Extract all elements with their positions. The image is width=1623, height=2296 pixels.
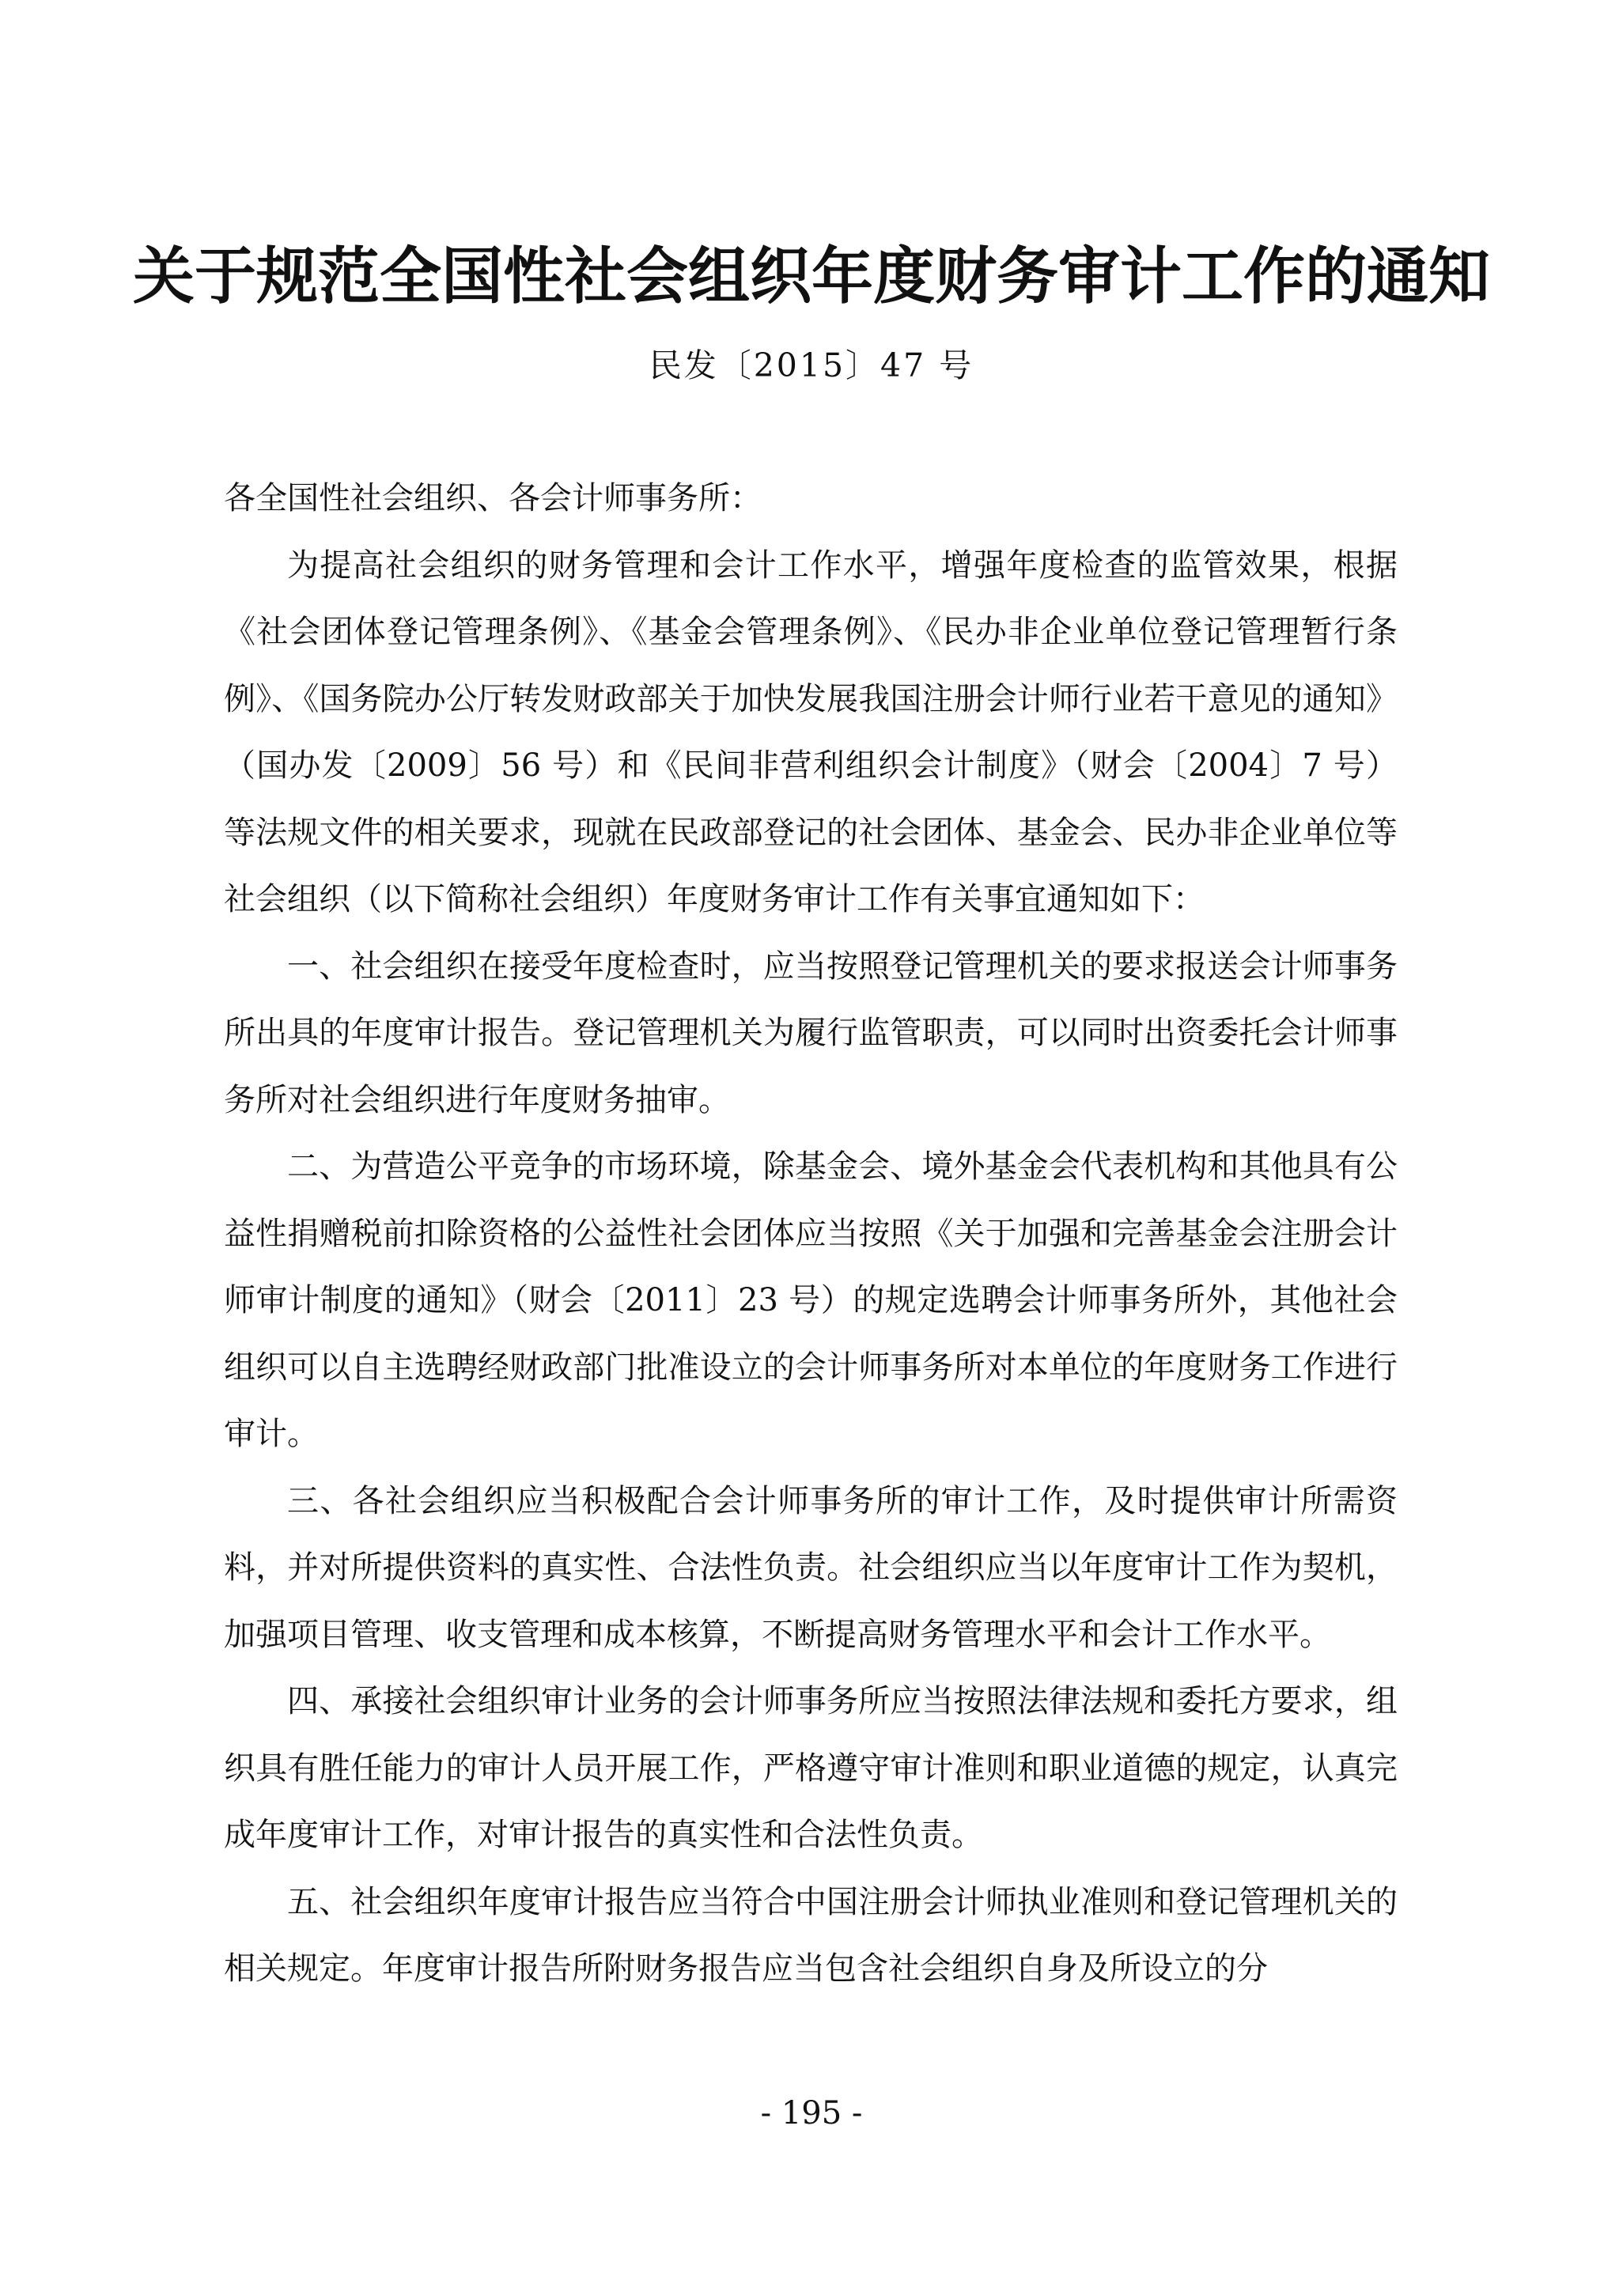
paragraph-intro: 为提高社会组织的财务管理和会计工作水平，增强年度检查的监管效果，根据《社会团体登记管理条例》、《基金会管理条例》、《民办非企业单位登记管理暂行条例》、《国务院办公厅转发财政部关于加快发展我国注册会计师行业若干意见的通知》（国办发〔2009〕56 号）和《民间非营利组织会计制度》（财会〔2004〕7 号）等法规文件的相关要求，现就在民政部登记的社会团体、基金会、民办非企业单位等社会组织（以下简称社会组织）年度财务审计工作有关事宜通知如下： (224, 547, 1398, 917)
salutation: 各全国性社会组织、各会计师事务所： (224, 480, 762, 516)
paragraph-item-3: 三、各社会组织应当积极配合会计师事务所的审计工作，及时提供审计所需资料，并对所提供资料的真实性、合法性负责。社会组织应当以年度审计工作为契机，加强项目管理、收支管理和成本核算，不断提高财务管理水平和会计工作水平。 (224, 1482, 1398, 1653)
document-number: 民发〔2015〕47 号 (649, 346, 974, 384)
paragraph-item-2: 二、为营造公平竞争的市场环境，除基金会、境外基金会代表机构和其他具有公益性捐赠税前扣除资格的公益性社会团体应当按照《关于加强和完善基金会注册会计师审计制度的通知》（财会〔2011〕23 号）的规定选聘会计师事务所外，其他社会组织可以自主选聘经财政部门批准设立的会计师事务所对本单位的年度财务工作进行审计。 (224, 1148, 1398, 1452)
paragraph-item-1: 一、社会组织在接受年度检查时，应当按照登记管理机关的要求报送会计师事务所出具的年度审计报告。登记管理机关为履行监管职责，可以同时出资委托会计师事务所对社会组织进行年度财务抽审。 (224, 948, 1398, 1118)
document-body (224, 465, 1398, 2003)
paragraph-item-4: 四、承接社会组织审计业务的会计师事务所应当按照法律法规和委托方要求，组织具有胜任能力的审计人员开展工作，严格遵守审计准则和职业道德的规定，认真完成年度审计工作，对审计报告的真实性和合法性负责。 (224, 1683, 1398, 1853)
page-number: - 195 - (760, 2095, 863, 2131)
paragraph-item-5: 五、社会组织年度审计报告应当符合中国注册会计师执业准则和登记管理机关的相关规定。年度审计报告所附财务报告应当包含社会组织自身及所设立的分 (224, 1883, 1398, 1987)
document-title: 关于规范全国性社会组织年度财务审计工作的通知 (132, 241, 1490, 312)
